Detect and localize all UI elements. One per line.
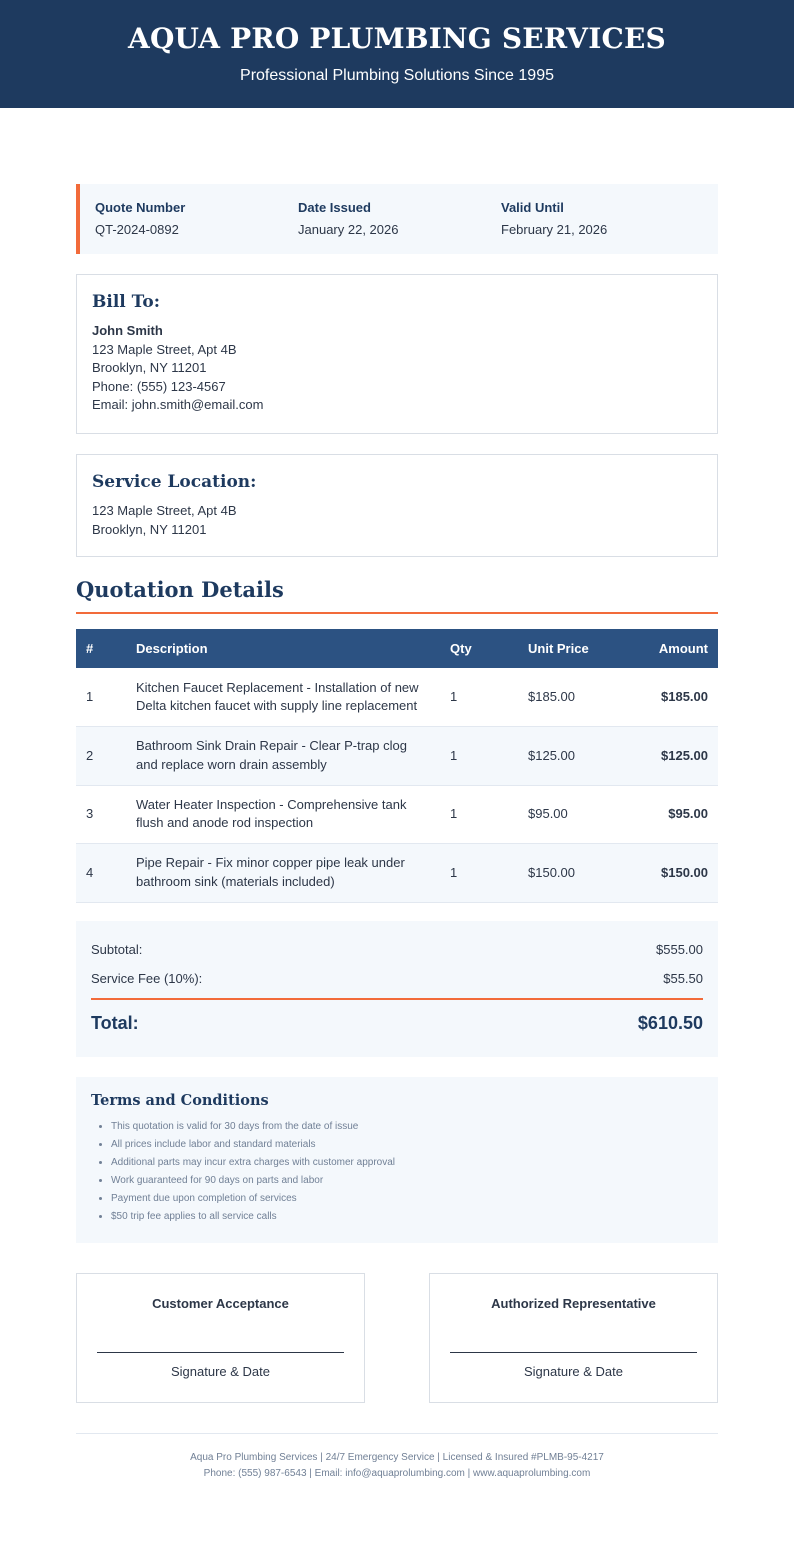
bill-to-details	[92, 322, 702, 415]
item-description: Pipe Repair - Fix minor copper pipe leak under bathroom sink (materials included)	[126, 844, 440, 903]
bill-to-title: Bill To:	[92, 292, 160, 312]
service-location-details	[92, 502, 702, 539]
quote-number-label: Quote Number	[95, 200, 186, 215]
quote-number-block	[95, 200, 185, 237]
table-row	[76, 844, 718, 903]
subtotal-label: Subtotal:	[91, 942, 143, 957]
list-item: • Additional parts may incur extra charges with customer approval	[111, 1154, 703, 1172]
item-number: 3	[76, 785, 126, 844]
column-header-unit-price: Unit Price	[528, 641, 589, 656]
authorized-representative-box	[429, 1273, 718, 1403]
item-number: 4	[76, 844, 126, 903]
date-issued-block	[298, 200, 398, 237]
list-item: • This quotation is valid for 30 days from the date of issue	[111, 1118, 703, 1136]
terms-list	[91, 1118, 703, 1226]
date-issued-value: January 22, 2026	[298, 222, 399, 237]
valid-until-label: Valid Until	[501, 200, 564, 215]
total-row	[91, 1013, 703, 1034]
terms-title: Terms and Conditions	[91, 1092, 269, 1109]
service-address-line-2: Brooklyn, NY 11201	[92, 521, 207, 537]
page-footer	[76, 1433, 718, 1481]
item-qty: 1	[440, 727, 518, 786]
terms-panel	[76, 1077, 718, 1243]
footer-line-1: Aqua Pro Plumbing Services | 24/7 Emergency Service | Licensed & Insured #PLMB-95-4217	[190, 1452, 604, 1463]
total-value: $610.50	[637, 1013, 703, 1033]
valid-until-value: February 21, 2026	[501, 222, 608, 237]
customer-signature-line	[97, 1352, 344, 1353]
bill-to-address-line-1: 123 Maple Street, Apt 4B	[92, 341, 237, 357]
column-header-qty: Qty	[450, 641, 472, 656]
service-location-title: Service Location:	[92, 472, 257, 492]
customer-phone: Phone: (555) 123-4567	[92, 378, 226, 394]
company-tagline: Professional Plumbing Solutions Since 1995	[240, 67, 554, 84]
item-amount: $150.00	[618, 844, 718, 903]
customer-email: Email: john.smith@email.com	[92, 397, 264, 412]
service-fee-label: Service Fee (10%):	[91, 971, 203, 986]
quotation-details-title: Quotation Details	[76, 577, 718, 614]
customer-acceptance-box	[76, 1273, 365, 1403]
column-header-number: #	[86, 641, 94, 656]
company-name: AQUA PRO PLUMBING SERVICES	[128, 22, 666, 55]
authorized-representative-title: Authorized Representative	[491, 1296, 656, 1311]
item-qty: 1	[440, 668, 518, 727]
totals-panel	[76, 921, 718, 1057]
subtotal-value: $555.00	[656, 942, 703, 957]
list-item: • Payment due upon completion of services	[111, 1190, 703, 1208]
item-unit-price: $95.00	[518, 785, 618, 844]
table-row	[76, 727, 718, 786]
table-row	[76, 668, 718, 727]
list-item: • $50 trip fee applies to all service calls	[111, 1208, 703, 1226]
customer-name: John Smith	[92, 323, 163, 338]
page-header	[0, 0, 794, 108]
totals-divider	[91, 998, 703, 1000]
item-amount: $185.00	[618, 668, 718, 727]
quotation-table	[76, 629, 718, 903]
customer-acceptance-title: Customer Acceptance	[152, 1296, 289, 1311]
date-issued-label: Date Issued	[298, 200, 371, 215]
footer-line-2: Phone: (555) 987-6543 | Email: info@aquaprolumbing.com | www.aquaprolumbing.com	[203, 1467, 591, 1479]
bill-to-box	[76, 274, 718, 434]
column-header-description: Description	[136, 641, 208, 656]
item-qty: 1	[440, 785, 518, 844]
item-unit-price: $185.00	[518, 668, 618, 727]
item-description: Kitchen Faucet Replacement - Installation of new Delta kitchen faucet with supply line replacement	[126, 668, 440, 727]
total-label: Total:	[91, 1013, 139, 1033]
item-amount: $125.00	[618, 727, 718, 786]
quote-meta-panel	[76, 184, 718, 254]
column-header-amount: Amount	[658, 641, 708, 656]
valid-until-block	[501, 200, 607, 237]
table-header-row	[76, 629, 718, 668]
bill-to-address-line-2: Brooklyn, NY 11201	[92, 360, 207, 375]
item-unit-price: $150.00	[518, 844, 618, 903]
representative-signature-line	[450, 1352, 697, 1353]
service-fee-row	[91, 971, 703, 986]
customer-signature-caption: Signature & Date	[170, 1364, 270, 1379]
service-location-box	[76, 454, 718, 557]
representative-signature-caption: Signature & Date	[523, 1364, 623, 1379]
item-unit-price: $125.00	[518, 727, 618, 786]
quote-number-value: QT-2024-0892	[95, 222, 179, 237]
item-amount: $95.00	[618, 785, 718, 844]
list-item: • Work guaranteed for 90 days on parts and labor	[111, 1172, 703, 1190]
item-description: Bathroom Sink Drain Repair - Clear P-trap clog and replace worn drain assembly	[126, 727, 440, 786]
table-row	[76, 785, 718, 844]
service-fee-value: $55.50	[663, 971, 703, 986]
subtotal-row	[91, 942, 703, 957]
item-qty: 1	[440, 844, 518, 903]
service-address-line-1: 123 Maple Street, Apt 4B	[92, 503, 237, 518]
item-number: 2	[76, 727, 126, 786]
item-description: Water Heater Inspection - Comprehensive tank flush and anode rod inspection	[126, 785, 440, 844]
list-item: • All prices include labor and standard materials	[111, 1136, 703, 1154]
item-number: 1	[76, 668, 126, 727]
